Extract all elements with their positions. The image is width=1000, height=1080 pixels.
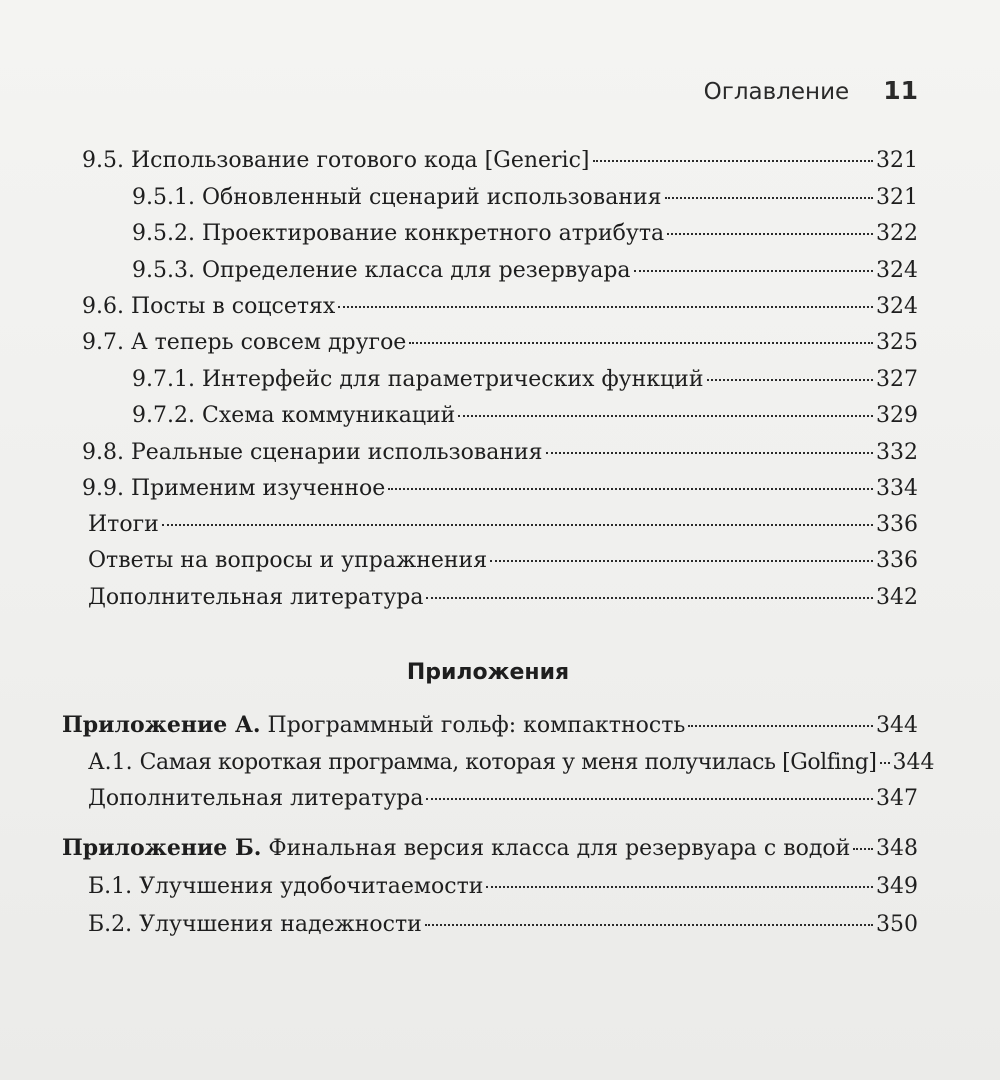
- toc-entry-9-7-2: [132, 403, 918, 428]
- toc-title: Посты в соцсетях: [130, 294, 336, 319]
- toc-leader-dots: [634, 270, 873, 272]
- toc-leader-dots: [162, 524, 873, 526]
- toc-entry-appendix-b: [62, 835, 918, 861]
- toc-leader-dots: [853, 848, 873, 850]
- toc-leader-dots: [486, 886, 873, 888]
- toc-page: 321: [876, 185, 918, 210]
- toc-leader-dots: [880, 762, 890, 764]
- toc-number: А.1.: [88, 750, 133, 775]
- toc-page: 325: [876, 330, 918, 355]
- toc-title: Дополнительная литература: [88, 786, 424, 811]
- toc-title: Реальные сценарии использования: [130, 440, 543, 465]
- toc-leader-dots: [593, 160, 874, 162]
- toc-entry-9-7: [82, 330, 918, 355]
- toc-number: 9.5.1.: [132, 185, 195, 210]
- toc-entry-summary: [88, 512, 918, 537]
- toc-page: 334: [876, 476, 918, 501]
- toc-number: 9.5.: [82, 148, 124, 173]
- toc-number: 9.6.: [82, 294, 124, 319]
- toc-entry-9-9: [82, 476, 918, 501]
- toc-leader-dots: [338, 306, 873, 308]
- toc-title: Обновленный сценарий использования: [201, 185, 662, 210]
- toc-leader-dots: [409, 342, 873, 344]
- toc-leader-dots: [688, 725, 873, 727]
- toc-number: 9.5.2.: [132, 221, 195, 246]
- toc-entry-9-6: [82, 294, 918, 319]
- toc-entry-9-5: [82, 148, 918, 173]
- toc-page: 348: [876, 836, 918, 861]
- toc-entry-answers: [88, 548, 918, 573]
- toc-page: 344: [892, 750, 935, 775]
- toc-title: Дополнительная литература: [88, 585, 424, 610]
- toc-leader-dots: [426, 597, 873, 599]
- toc-title: Улучшения надежности: [139, 912, 422, 937]
- toc-number: 9.7.1.: [132, 367, 195, 392]
- toc-entry-9-5-2: [132, 221, 918, 246]
- toc-title: Проектирование конкретного атрибута: [201, 221, 665, 246]
- toc-page: 329: [876, 403, 918, 428]
- appendices-heading: Приложения: [406, 660, 570, 685]
- toc-title: А теперь совсем другое: [130, 330, 407, 355]
- running-title: Оглавление: [703, 79, 850, 105]
- toc-title: Интерфейс для параметрических функций: [201, 367, 704, 392]
- toc-title: Ответы на вопросы и упражнения: [88, 548, 488, 573]
- toc-number: Б.1.: [88, 874, 133, 899]
- toc-number: 9.5.3.: [132, 258, 195, 283]
- toc-title: Итоги: [88, 512, 159, 537]
- toc-title: Определение класса для резервуара: [201, 258, 631, 283]
- toc-page: 332: [876, 440, 918, 465]
- toc-page: 350: [876, 912, 918, 937]
- toc-entry-9-5-3: [132, 258, 918, 283]
- toc-page: 327: [876, 367, 918, 392]
- toc-entry-further-reading: [88, 585, 918, 610]
- toc-page: 344: [876, 713, 918, 738]
- toc-entry-appendix-a: [62, 712, 918, 738]
- toc-title: Применим изученное: [130, 476, 386, 501]
- toc-leader-dots: [426, 798, 873, 800]
- toc-page: 321: [876, 148, 918, 173]
- toc-page: 342: [876, 585, 918, 610]
- toc-leader-dots: [490, 560, 873, 562]
- toc-leader-dots: [546, 452, 873, 454]
- toc-leader-dots: [458, 415, 873, 417]
- toc-number: 9.9.: [82, 476, 124, 501]
- appendix-label: Приложение Б.: [62, 835, 262, 861]
- toc-page: 349: [876, 874, 918, 899]
- toc-entry-appendix-a-reading: [88, 786, 918, 811]
- toc-title: Программный гольф: компактность: [267, 713, 686, 738]
- toc-entry-b-1: [88, 874, 918, 899]
- toc-title: Использование готового кода [Generic]: [130, 148, 590, 173]
- toc-number: 9.7.2.: [132, 403, 195, 428]
- toc-number: Б.2.: [88, 912, 133, 937]
- toc-leader-dots: [665, 197, 873, 199]
- toc-entry-9-7-1: [132, 367, 918, 392]
- toc-entry-9-8: [82, 440, 918, 465]
- appendix-label: Приложение А.: [62, 712, 261, 738]
- toc-title: Финальная версия класса для резервуара с водой: [268, 836, 851, 861]
- toc-page: 322: [876, 221, 918, 246]
- toc-leader-dots: [667, 233, 873, 235]
- toc-leader-dots: [425, 924, 873, 926]
- toc-title: Схема коммуникаций: [201, 403, 456, 428]
- toc-leader-dots: [707, 379, 874, 381]
- page-number: 11: [883, 76, 918, 105]
- toc-entry-b-2: [88, 912, 918, 937]
- toc-number: 9.8.: [82, 440, 124, 465]
- toc-entry-a-1: [88, 750, 935, 775]
- toc-entry-9-5-1: [132, 185, 918, 210]
- toc-page: 336: [876, 512, 918, 537]
- toc-number: 9.7.: [82, 330, 124, 355]
- toc-page: 347: [876, 786, 918, 811]
- toc-page: 336: [876, 548, 918, 573]
- toc-title: Улучшения удобочитаемости: [139, 874, 484, 899]
- toc-leader-dots: [388, 488, 873, 490]
- toc-title: Самая короткая программа, которая у меня получилась [Golfing]: [139, 750, 877, 775]
- toc-page: 324: [876, 258, 918, 283]
- toc-page: 324: [876, 294, 918, 319]
- running-head: [704, 76, 918, 105]
